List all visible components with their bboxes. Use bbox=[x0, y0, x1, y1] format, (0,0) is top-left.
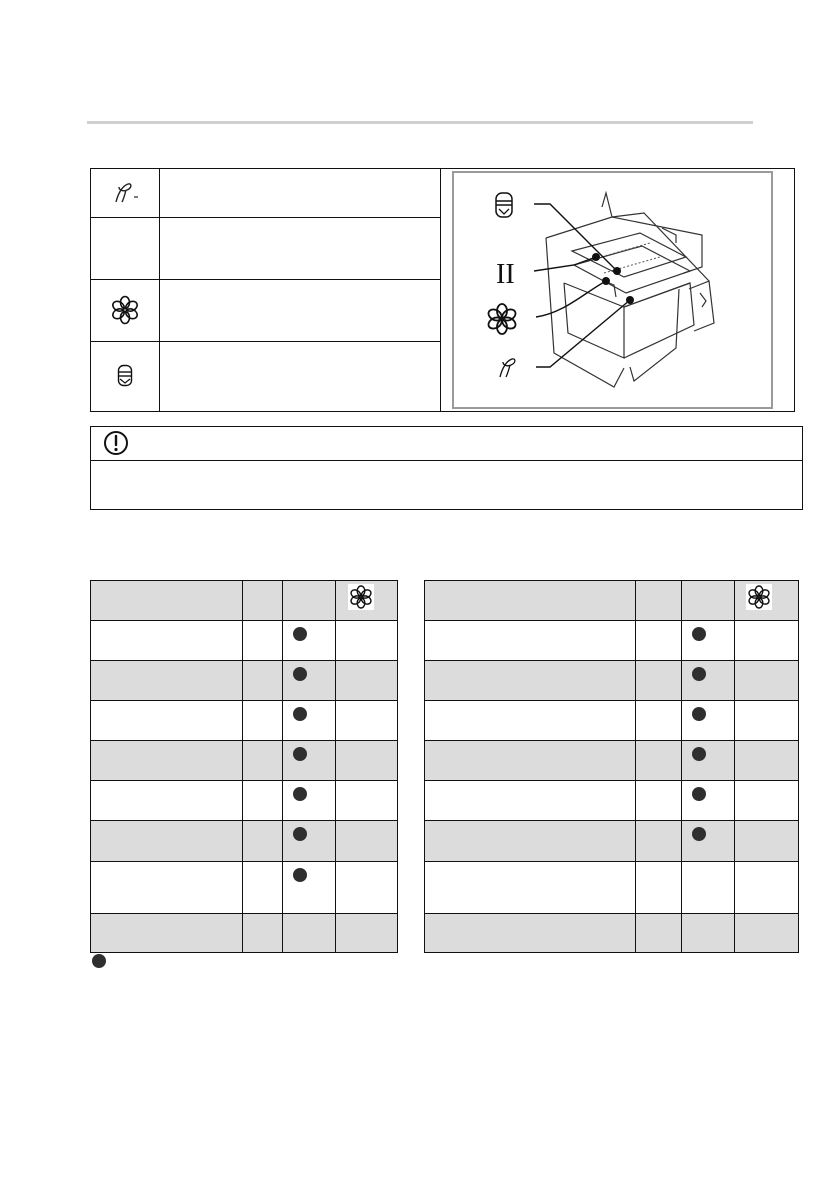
table-cell bbox=[90, 580, 242, 620]
table-cell bbox=[424, 580, 635, 620]
table-cell bbox=[90, 820, 242, 861]
table-cell bbox=[335, 820, 398, 861]
table-row bbox=[90, 861, 799, 913]
table-cell bbox=[734, 660, 799, 700]
table-cell bbox=[282, 820, 335, 861]
table-cell bbox=[424, 913, 635, 953]
table-cell bbox=[681, 580, 734, 620]
table-cell bbox=[335, 913, 398, 953]
main-wash-dot-icon bbox=[293, 667, 307, 681]
table-cell bbox=[734, 700, 799, 740]
table-cell bbox=[335, 780, 398, 820]
table-cell bbox=[90, 660, 242, 700]
note-separator bbox=[91, 460, 802, 461]
main-wash-dot-icon bbox=[692, 827, 706, 841]
table-cell bbox=[681, 820, 734, 861]
table-row bbox=[90, 700, 799, 740]
table-cell bbox=[282, 620, 335, 660]
main-wash-label: II bbox=[496, 259, 515, 290]
table-cell bbox=[282, 700, 335, 740]
legend-row-liquid bbox=[91, 341, 440, 411]
table-cell bbox=[635, 700, 681, 740]
main-wash-dot-icon bbox=[293, 707, 307, 721]
table-cell bbox=[681, 913, 734, 953]
table-cell bbox=[242, 820, 282, 861]
table-row bbox=[90, 620, 799, 660]
table-cell bbox=[242, 913, 282, 953]
table-cell bbox=[681, 740, 734, 780]
table-cell bbox=[335, 580, 398, 620]
legend-row-main-wash bbox=[91, 217, 440, 280]
main-wash-dot-icon bbox=[692, 747, 706, 761]
table-cell bbox=[282, 913, 335, 953]
table-cell bbox=[681, 780, 734, 820]
table-cell bbox=[424, 740, 635, 780]
drawer-illustration bbox=[452, 171, 773, 409]
table-cell bbox=[734, 580, 799, 620]
table-cell bbox=[90, 620, 242, 660]
table-cell bbox=[398, 660, 422, 700]
table-cell bbox=[635, 913, 681, 953]
main-wash-dot-icon bbox=[293, 827, 307, 841]
table-cell bbox=[681, 700, 734, 740]
table-cell bbox=[335, 740, 398, 780]
detergent-table bbox=[90, 580, 799, 953]
table-cell bbox=[90, 913, 242, 953]
main-wash-dot-icon bbox=[692, 627, 706, 641]
table-row bbox=[90, 820, 799, 861]
table-cell bbox=[398, 740, 422, 780]
table-cell bbox=[635, 861, 681, 913]
table-row bbox=[90, 660, 799, 700]
table-cell bbox=[635, 620, 681, 660]
main-wash-dot-icon bbox=[293, 747, 307, 761]
main-wash-dot-icon bbox=[293, 627, 307, 641]
table-cell bbox=[734, 620, 799, 660]
table-cell bbox=[398, 913, 422, 953]
prewash-icon bbox=[500, 359, 515, 377]
table-cell bbox=[242, 580, 282, 620]
main-wash-dot-icon bbox=[293, 868, 307, 882]
table-cell bbox=[424, 620, 635, 660]
prewash-icon bbox=[91, 169, 160, 217]
softener-icon bbox=[487, 304, 518, 334]
table-cell bbox=[242, 700, 282, 740]
table-cell bbox=[398, 820, 422, 861]
main-wash-dot-icon bbox=[293, 787, 307, 801]
compartment-legend bbox=[90, 168, 441, 412]
table-cell bbox=[681, 620, 734, 660]
table-cell bbox=[635, 580, 681, 620]
table-cell bbox=[282, 580, 335, 620]
table-cell bbox=[635, 780, 681, 820]
table-row bbox=[90, 780, 799, 820]
table-cell bbox=[398, 580, 422, 620]
table-cell bbox=[335, 861, 398, 913]
table-cell bbox=[282, 780, 335, 820]
table-header-row bbox=[90, 580, 799, 620]
table-bottom-border bbox=[90, 952, 398, 953]
table-cell bbox=[734, 913, 799, 953]
table-cell bbox=[335, 620, 398, 660]
table-cell bbox=[242, 861, 282, 913]
table-cell bbox=[398, 780, 422, 820]
liquid-detergent-icon bbox=[496, 193, 512, 217]
table-cell bbox=[734, 780, 799, 820]
header-rule bbox=[87, 121, 753, 124]
table-cell bbox=[90, 861, 242, 913]
table-cell bbox=[282, 740, 335, 780]
table-cell bbox=[90, 780, 242, 820]
table-cell bbox=[635, 820, 681, 861]
table-cell bbox=[242, 740, 282, 780]
table-cell bbox=[242, 660, 282, 700]
table-cell bbox=[335, 700, 398, 740]
legend-dot-icon bbox=[92, 954, 106, 968]
liquid-detergent-icon bbox=[91, 341, 160, 411]
softener-icon bbox=[348, 584, 374, 610]
table-bottom-border bbox=[424, 952, 799, 953]
table-cell bbox=[242, 620, 282, 660]
table-cell bbox=[635, 740, 681, 780]
table-cell bbox=[398, 620, 422, 660]
softener-icon bbox=[91, 279, 160, 341]
table-cell bbox=[282, 660, 335, 700]
table-cell bbox=[424, 780, 635, 820]
legend-row-prewash bbox=[91, 169, 440, 218]
table-cell bbox=[424, 660, 635, 700]
table-cell bbox=[734, 861, 799, 913]
table-cell bbox=[398, 861, 422, 913]
table-cell bbox=[734, 820, 799, 861]
table-cell bbox=[90, 740, 242, 780]
table-cell bbox=[398, 700, 422, 740]
table-cell bbox=[335, 660, 398, 700]
table-cell bbox=[681, 660, 734, 700]
table-cell bbox=[242, 780, 282, 820]
table-cell bbox=[424, 700, 635, 740]
table-cell bbox=[681, 861, 734, 913]
main-wash-dot-icon bbox=[692, 667, 706, 681]
main-wash-dot-icon bbox=[692, 787, 706, 801]
table-cell bbox=[635, 660, 681, 700]
legend-row-softener bbox=[91, 279, 440, 342]
table-row bbox=[90, 740, 799, 780]
main-wash-dot-icon bbox=[692, 707, 706, 721]
table-row bbox=[90, 913, 799, 953]
main-wash-icon bbox=[91, 217, 160, 279]
warning-icon bbox=[102, 429, 130, 462]
caution-note bbox=[90, 426, 803, 510]
table-cell bbox=[424, 820, 635, 861]
table-cell bbox=[734, 740, 799, 780]
table-cell bbox=[282, 861, 335, 913]
softener-icon bbox=[746, 584, 772, 610]
table-cell bbox=[90, 700, 242, 740]
table-cell bbox=[424, 861, 635, 913]
